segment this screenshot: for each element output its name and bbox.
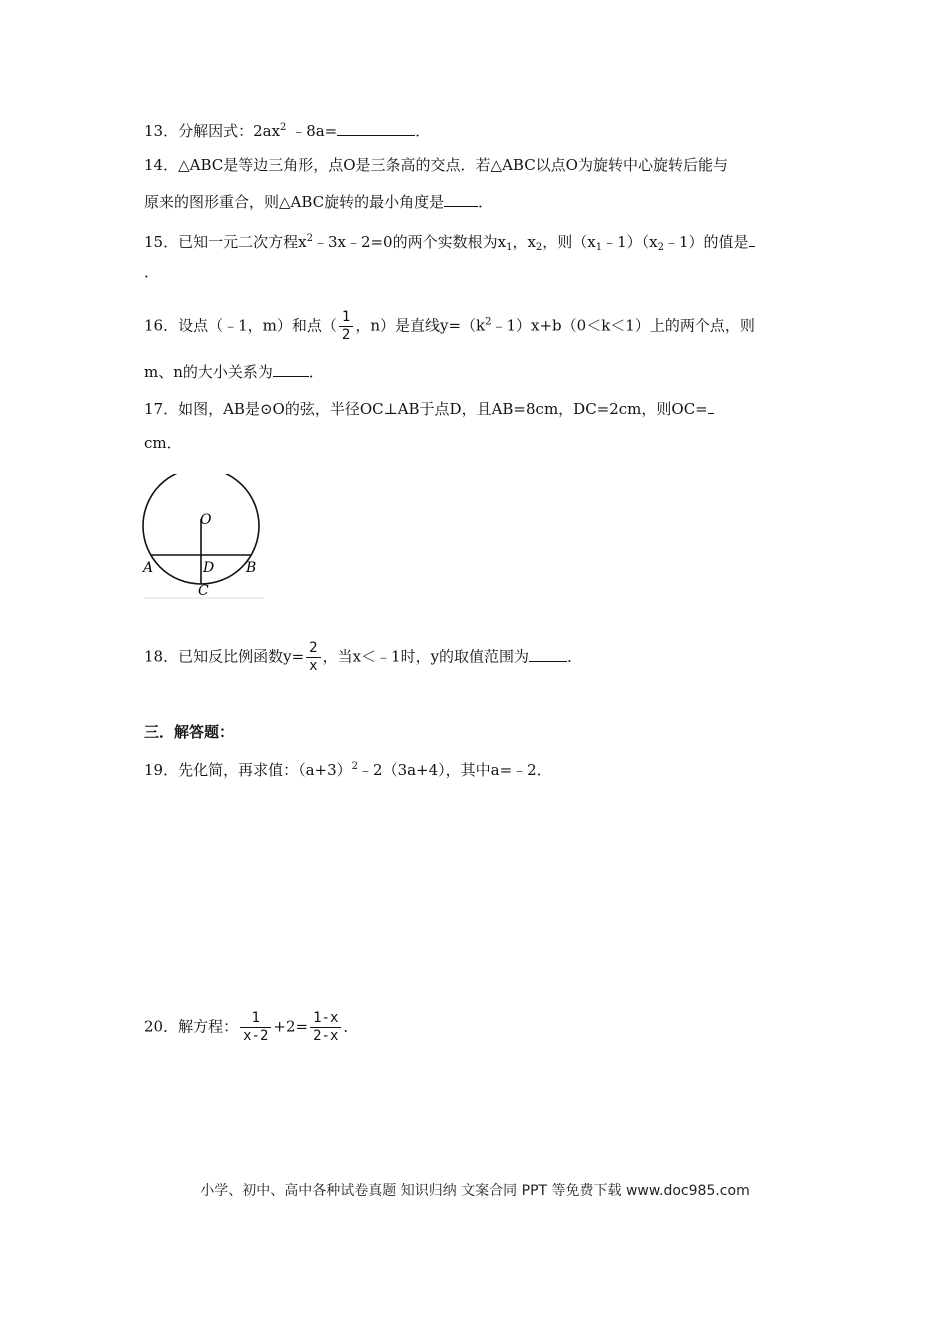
question-19: 19．先化简，再求值：$(a+3)^2﹣2(3a+4)$，其中a=﹣2． (144, 761, 552, 779)
page-footer: 小学、初中、高中各种试卷真题 知识归纳 文案合同 PPT 等免费下载 www.doc985.com (200, 1183, 750, 1199)
question-13: 13．分解因式：$2ax^2$ ﹣8a= ． (144, 122, 431, 140)
question-15-line2: ． (144, 263, 160, 281)
label-a: A (143, 560, 154, 576)
fraction-one-half: $\frac{1}{2}$ (339, 309, 353, 344)
label-c: C (198, 583, 209, 599)
label-b: B (246, 560, 257, 576)
answer-blank (444, 192, 478, 207)
answer-blank (273, 362, 309, 377)
answer-blank (529, 647, 567, 662)
fraction-2-over-x: $\frac{2}{x}$ (306, 640, 320, 675)
question-20: 20．解方程： $\frac{1}{x-2}$ +2= $\frac{1-x}{2-x}$ ． (144, 1010, 359, 1044)
fraction-1-x-over-2-x: $\frac{1-x}{2-x}$ (310, 1010, 341, 1045)
question-15-line1: 15．已知一元二次方程$x^2﹣3x﹣2=0$的两个实数根为$x_1$，$x_2$，则$(x_1﹣1)(x_2﹣1)$的值是 (144, 229, 755, 258)
question-17-line1: 17．如图，AB是⊙O的弦，半径OC⊥AB于点D，且AB=8cm，DC=2cm，则OC= (144, 399, 714, 419)
label-o: O (200, 512, 212, 528)
circle-figure (140, 474, 270, 602)
question-16-line2: m、n的大小关系为 ． (144, 363, 324, 381)
question-14-line2: 原来的图形重合，则△ABC旋转的最小角度是 ． (144, 193, 494, 211)
question-17-line2: cm． (144, 434, 182, 452)
question-16-line1: 16．设点（﹣1，m）和点（ $\frac{1}{2}$ ，n）是直线$y=(k^2﹣1)x+b(0<k<1)$上的两个点，则 (144, 309, 755, 343)
section-heading: 三．解答题： (144, 723, 235, 741)
question-14-line1: 14．△ABC是等边三角形，点O是三条高的交点．若△ABC以点O为旋转中心旋转后能与 (144, 156, 728, 174)
fraction-1-over-x-2: $\frac{1}{x-2}$ (240, 1010, 271, 1045)
answer-blank (749, 232, 755, 247)
label-d: D (203, 560, 215, 576)
answer-blank (708, 399, 714, 414)
question-18: 18．已知反比例函数y= $\frac{2}{x}$ ，当x＜﹣1时，y的取值范围为 ． (144, 640, 583, 674)
answer-blank (337, 121, 415, 136)
